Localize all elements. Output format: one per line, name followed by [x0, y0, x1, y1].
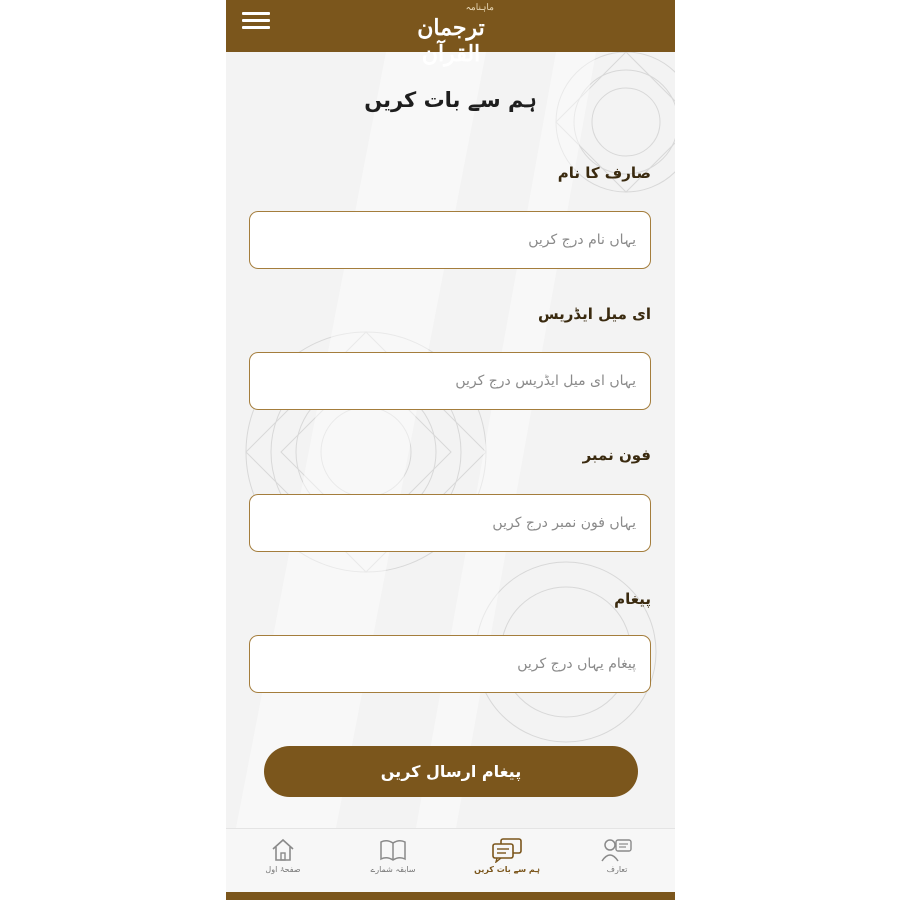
app-screen — [226, 0, 675, 900]
nav-item-archive[interactable] — [348, 837, 438, 889]
name-input[interactable] — [249, 211, 651, 269]
app-header — [226, 0, 675, 67]
email-input[interactable] — [249, 352, 651, 410]
home-icon — [270, 837, 296, 863]
profile-icon — [601, 837, 633, 863]
bottom-navigation — [226, 828, 675, 893]
phone-input[interactable] — [249, 494, 651, 552]
name-label: صارف کا نام — [557, 164, 651, 182]
phone-label: فون نمبر — [582, 446, 651, 464]
app-logo[interactable] — [396, 3, 506, 67]
email-label: ای میل ایڈریس — [537, 305, 651, 323]
nav-item-home[interactable] — [238, 837, 328, 889]
hamburger-menu-icon[interactable] — [242, 8, 270, 36]
send-message-button[interactable]: پیغام ارسال کریں — [264, 746, 638, 797]
message-input[interactable] — [249, 635, 651, 693]
nav-label-archive: سابقہ شمارے — [370, 865, 416, 874]
logo-subtitle: ماہنامہ — [465, 3, 494, 13]
nav-item-about[interactable] — [572, 837, 662, 889]
nav-label-contact: ہم سے بات کریں — [474, 865, 540, 874]
chat-icon — [491, 837, 523, 863]
nav-item-contact[interactable] — [462, 837, 552, 889]
nav-label-home: صفحۂ اول — [265, 865, 301, 874]
logo-title: ترجمان القرآن — [417, 15, 485, 67]
bottom-bar — [226, 892, 675, 900]
nav-label-about: تعارف — [606, 865, 628, 874]
page-title: ہم سے بات کریں — [364, 88, 537, 112]
book-icon — [379, 837, 407, 863]
message-label: پیغام — [614, 590, 651, 608]
